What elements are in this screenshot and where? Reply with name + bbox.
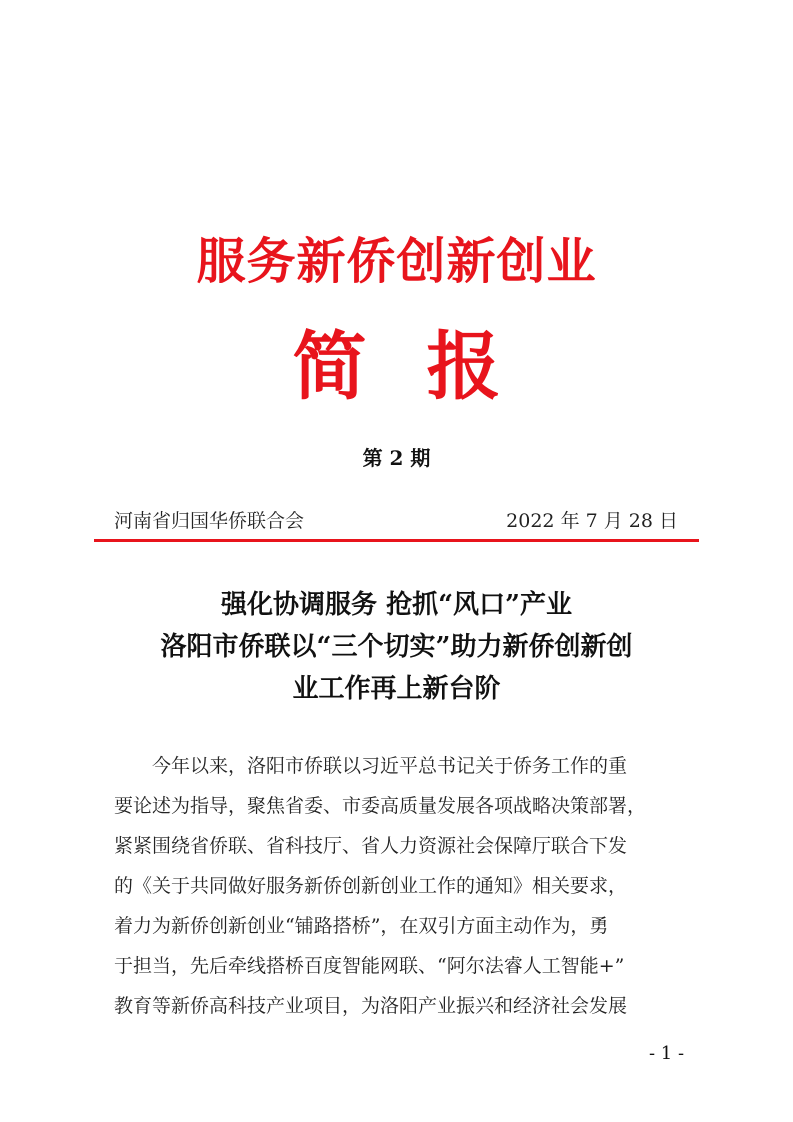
body-line: 教育等新侨高科技产业项目，为洛阳产业振兴和经济社会发展 xyxy=(114,995,628,1017)
article-body xyxy=(114,746,682,1026)
red-divider xyxy=(94,539,699,542)
masthead-subtitle: 简报 xyxy=(292,324,561,410)
headline-line: 业工作再上新台阶 xyxy=(292,674,501,704)
body-line: 今年以来，洛阳市侨联以习近平总书记关于侨务工作的重 xyxy=(114,755,628,777)
publisher-name: 河南省归国华侨联合会 xyxy=(114,510,305,532)
body-line: 要论述为指导，聚焦省委、市委高质量发展各项战略决策部署， xyxy=(114,795,647,817)
body-line: 的《关于共同做好服务新侨创新创业工作的通知》相关要求， xyxy=(114,875,628,897)
page-number: - 1 - xyxy=(649,1043,685,1064)
body-line: 着力为新侨创新创业“铺路搭桥”，在双引方面主动作为，勇 xyxy=(114,915,609,937)
article-headline xyxy=(94,584,699,710)
body-line: 紧紧围绕省侨联、省科技厅、省人力资源社会保障厅联合下发 xyxy=(114,835,628,857)
publication-date: 2022 年 7 月 28 日 xyxy=(506,510,678,532)
body-line: 于担当，先后牵线搭桥百度智能网联、“阿尔法睿人工智能+” xyxy=(114,955,625,977)
headline-line: 强化协调服务 抢抓“风口”产业 xyxy=(221,590,572,620)
headline-line: 洛阳市侨联以“三个切实”助力新侨创新创 xyxy=(160,632,633,662)
issue-number: 第 2 期 xyxy=(362,446,431,470)
masthead-title: 服务新侨创新创业 xyxy=(196,232,597,290)
